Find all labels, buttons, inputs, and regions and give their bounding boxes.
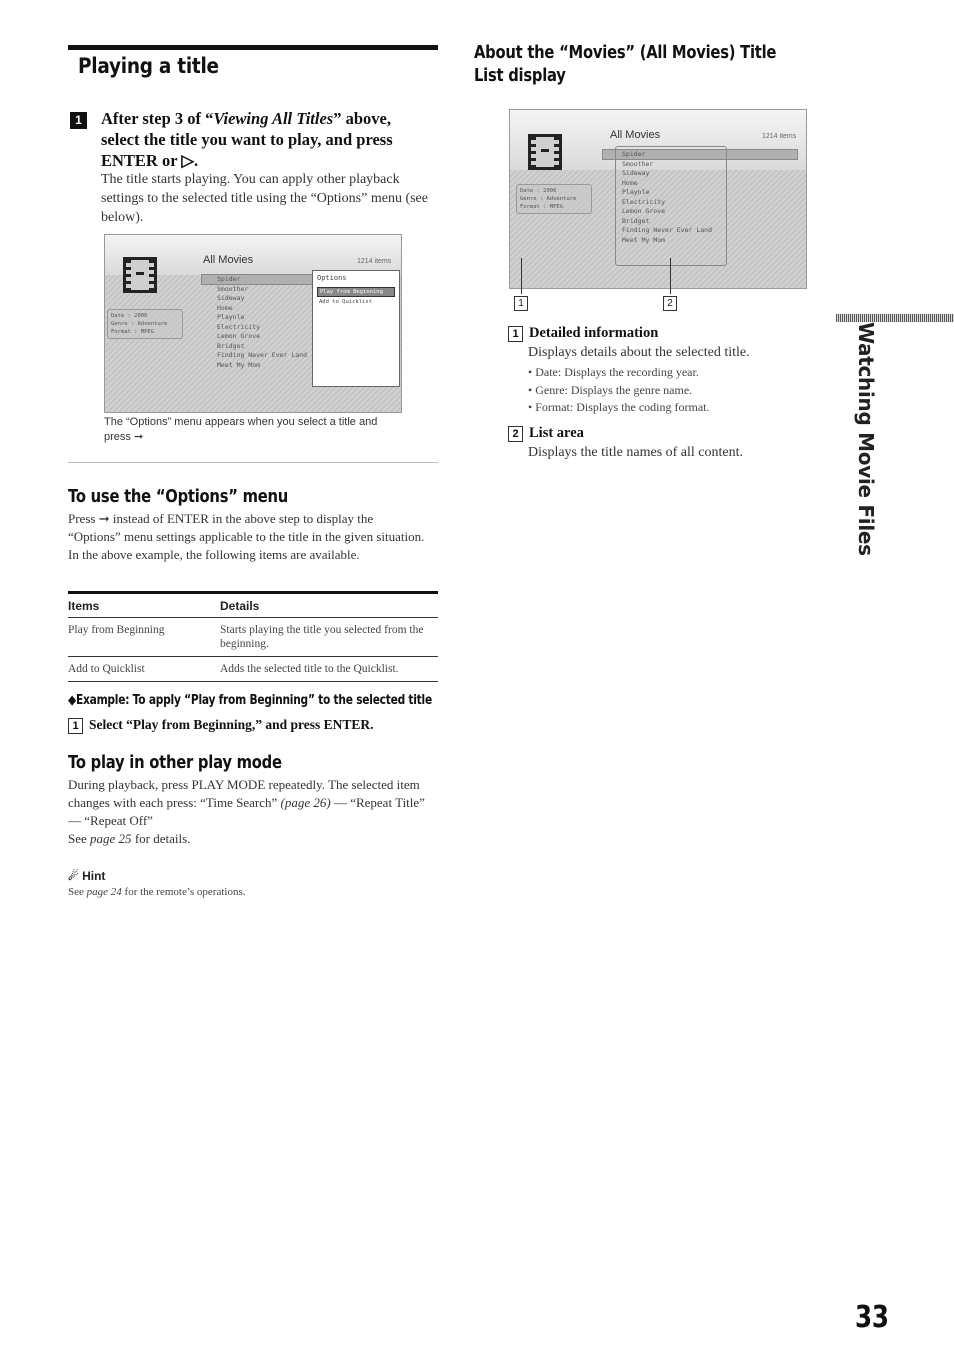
side-tab-marker	[836, 314, 954, 322]
page-number: 33	[855, 1300, 889, 1335]
about-heading: About the “Movies” (All Movies) Title List display	[474, 42, 777, 86]
title-list-item[interactable]: Smoother	[622, 159, 654, 168]
detail2-body: Displays the title names of all content.	[528, 445, 744, 460]
section-rule	[68, 45, 438, 50]
title-list-item[interactable]: Spider	[622, 150, 646, 158]
screen-title: All Movies	[203, 254, 254, 266]
detail-info-box	[107, 309, 183, 339]
table-cell: Adds the selected title to the Quicklist.	[220, 657, 438, 682]
detail2-number: 2	[508, 426, 523, 442]
side-tab-label	[848, 322, 884, 556]
callout-line	[670, 258, 671, 294]
title-list-item[interactable]: Electricity	[217, 322, 261, 331]
detail1-heading	[508, 325, 658, 342]
table-cell: Starts playing the title you selected from the beginning.	[220, 618, 438, 657]
page-ref-link[interactable]: page 24	[86, 886, 122, 898]
info-date: Date : 2006	[520, 188, 557, 194]
example-step	[68, 717, 374, 734]
options-heading: To use the “Options” menu	[68, 486, 289, 507]
detail1-heading-text: Detailed information	[529, 325, 659, 341]
play-text: During playback, press PLAY MODE repeatedly. The selected item changes with each press: “Time Search”	[68, 777, 420, 810]
play-text: for details.	[131, 831, 191, 846]
table-row	[68, 657, 438, 682]
example-step-number: 1	[68, 718, 83, 734]
title-list-item[interactable]: Meet My Mom	[622, 235, 666, 244]
page-ref-link[interactable]: (page 26)	[280, 795, 331, 810]
title-list-item[interactable]: Sideway	[217, 294, 245, 302]
step1-heading-text2: ” above, select the title you want to play, and press ENTER or ▷.	[101, 109, 393, 170]
side-tab-text: Watching Movie Files	[854, 322, 878, 556]
info-genre: Genre : Adventure	[520, 196, 577, 202]
hint-body	[68, 886, 246, 898]
detail1-number: 1	[508, 326, 523, 342]
title-list	[622, 150, 712, 245]
callout-line	[521, 258, 522, 294]
title-list-item[interactable]: Meet My Mom	[217, 360, 261, 369]
info-format: Format : MPEG	[111, 329, 155, 335]
title-list-item[interactable]: Playnle	[622, 188, 650, 196]
detail-info-box	[516, 184, 592, 214]
title-list-item[interactable]: Electricity	[622, 197, 666, 206]
detail2-heading-text: List area	[529, 425, 584, 441]
screen-count: 1214 items	[357, 258, 392, 265]
step1-body: The title starts playing. You can apply other playback settings to the selected title using the “Options” menu (see below).	[101, 172, 428, 225]
info-date: Date : 2006	[111, 313, 148, 319]
options-body: Press ➞ instead of ENTER in the above step to display the “Options” menu settings applicable to the title in the given situation. In the above example, the following items are available.	[68, 511, 425, 562]
step1-heading-text: After step 3 of “	[101, 109, 214, 128]
table-header-items: Items	[68, 593, 220, 618]
list-item: • Genre: Displays the genre name.	[528, 382, 693, 397]
play-text: — “Repeat Title” — “Repeat Off”	[68, 795, 425, 828]
screen-title: All Movies	[610, 129, 661, 141]
hint-text: See	[68, 886, 87, 898]
hint-label: ☄ Hint	[68, 869, 106, 883]
example-heading: ◆Example: To apply “Play from Beginning” to the selected title	[68, 693, 432, 708]
list-item: • Date: Displays the recording year.	[528, 365, 699, 379]
title-list-item[interactable]: Bridget	[622, 216, 650, 225]
step-number-1: 1	[70, 112, 87, 129]
detail2-heading	[508, 425, 584, 442]
title-list-item[interactable]: Finding Never Ever Land	[217, 351, 308, 359]
play-text: See	[68, 831, 91, 846]
screen-count: 1214 items	[762, 133, 797, 140]
title-list-item[interactable]: Playnle	[217, 313, 245, 321]
section-title: Playing a title	[78, 54, 219, 78]
options-table	[68, 591, 438, 682]
divider	[68, 462, 438, 463]
detail1-body: Displays details about the selected title.	[528, 345, 750, 360]
info-format: Format : MPEG	[520, 204, 564, 210]
title-list-screenshot	[509, 109, 807, 289]
title-list-item[interactable]: Finding Never Ever Land	[622, 226, 713, 234]
title-list-item[interactable]: Sideway	[622, 169, 650, 177]
step1-heading	[101, 108, 431, 171]
title-list-item[interactable]: Spider	[217, 275, 241, 283]
info-genre: Genre : Adventure	[111, 321, 168, 327]
option-play-from-beginning[interactable]: Play from Beginning	[317, 287, 395, 297]
title-list	[217, 275, 307, 370]
example-step-text: Select “Play from Beginning,” and press ENTER.	[89, 717, 374, 732]
options-menu-screenshot	[104, 234, 402, 413]
title-list-item[interactable]: Smoother	[217, 284, 249, 293]
options-popup	[312, 270, 400, 387]
film-icon	[528, 134, 562, 170]
play-mode-body	[68, 776, 438, 848]
title-list-item[interactable]: Lemon Grove	[622, 207, 666, 215]
table-cell: Play from Beginning	[68, 618, 220, 657]
play-mode-heading: To play in other play mode	[68, 752, 282, 773]
title-list-item[interactable]: Bridget	[217, 341, 245, 350]
title-list-item[interactable]: Home	[622, 178, 638, 187]
step1-heading-ref: Viewing All Titles	[213, 109, 334, 128]
options-title: Options	[317, 274, 347, 282]
film-icon	[123, 257, 157, 293]
title-list-item[interactable]: Lemon Grove	[217, 332, 261, 340]
page-ref-link[interactable]: page 25	[90, 831, 132, 846]
figure-caption: The “Options” menu appears when you select a title and press ➞	[104, 416, 378, 443]
callout-2: 2	[663, 296, 677, 311]
list-item: • Format: Displays the coding format.	[528, 400, 710, 414]
table-header-details: Details	[220, 593, 438, 618]
detail1-list	[528, 364, 710, 417]
hint-text: for the remote’s operations.	[121, 886, 246, 898]
table-cell: Add to Quicklist	[68, 657, 220, 682]
table-row	[68, 618, 438, 657]
title-list-item[interactable]: Home	[217, 303, 233, 312]
option-add-to-quicklist[interactable]: Add to Quicklist	[319, 299, 372, 305]
callout-1: 1	[514, 296, 528, 311]
